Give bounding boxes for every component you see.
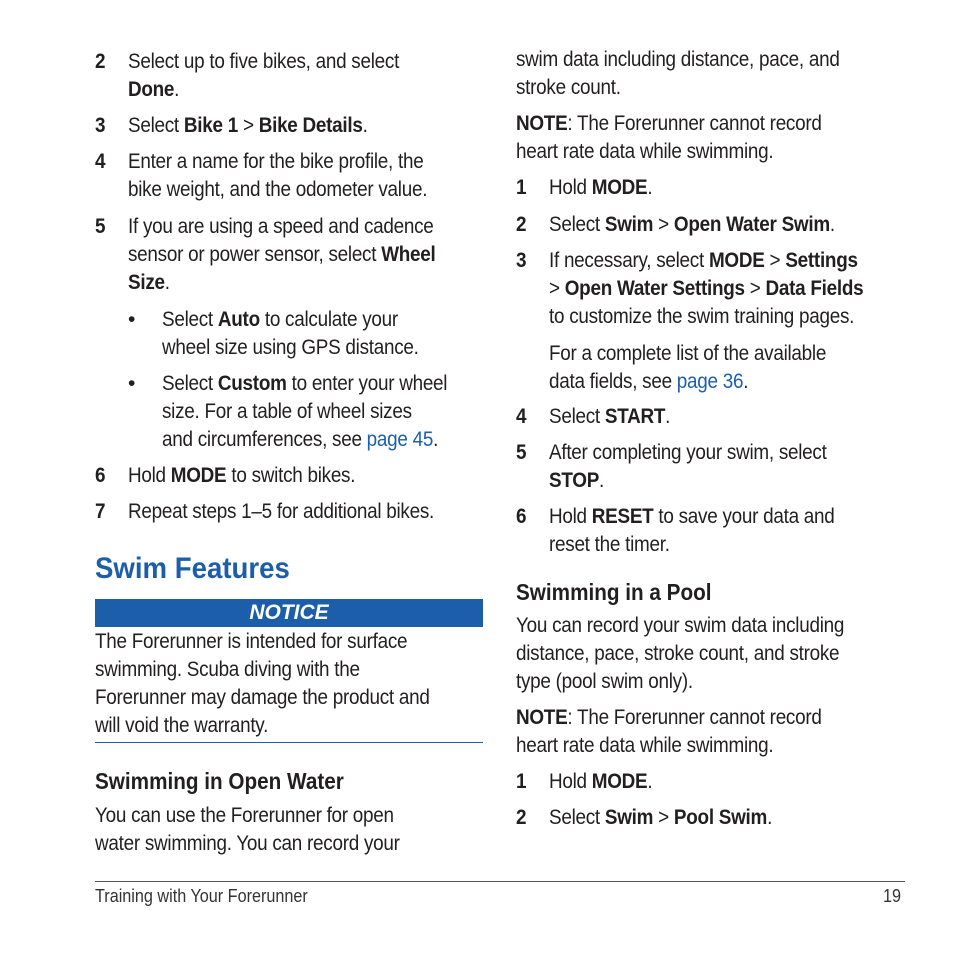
- step-number: 3: [95, 114, 106, 137]
- step-number: 6: [95, 464, 106, 487]
- step-number: 4: [95, 150, 106, 173]
- step-text: Select up to five bikes, and select Done.: [128, 50, 400, 101]
- subsection-heading: Swimming in a Pool: [516, 579, 712, 605]
- step-number: 6: [516, 505, 527, 528]
- step-number: 2: [516, 806, 527, 829]
- body-text: You can use the Forerunner for open water swimming. You can record your: [95, 804, 400, 855]
- step-number: 5: [516, 441, 527, 464]
- step-subtext: For a complete list of the available data fields, see page 36.: [549, 342, 827, 393]
- note-text: NOTE: The Forerunner cannot record heart rate data while swimming.: [516, 706, 822, 757]
- body-text: swim data including distance, pace, and stroke count.: [516, 48, 840, 99]
- step-text: Hold RESET to save your data and reset the timer.: [549, 505, 835, 556]
- page-45-link[interactable]: page 45: [366, 428, 434, 451]
- step-text: Hold MODE.: [549, 770, 653, 793]
- step-number: 2: [516, 213, 527, 236]
- step-number: 7: [95, 500, 106, 523]
- step-text: Select Swim > Open Water Swim.: [549, 213, 835, 236]
- page-36-link[interactable]: page 36: [676, 370, 744, 393]
- step-number: 2: [95, 50, 106, 73]
- notice-divider: [95, 742, 483, 743]
- step-text: Hold MODE to switch bikes.: [128, 464, 356, 487]
- notice-bar: [95, 599, 483, 627]
- footer-divider: [95, 881, 905, 882]
- bullet-text: Select Auto to calculate your wheel size using GPS distance.: [162, 308, 419, 359]
- step-text: Repeat steps 1–5 for additional bikes.: [128, 500, 434, 523]
- bullet-icon: •: [128, 308, 136, 331]
- step-number: 1: [516, 770, 527, 793]
- notice-text: The Forerunner is intended for surface swimming. Scuba diving with the Forerunner may damage the product and will void the warranty.: [95, 630, 430, 737]
- step-text: Select Swim > Pool Swim.: [549, 806, 773, 829]
- step-text: Select START.: [549, 405, 671, 428]
- step-number: 3: [516, 249, 527, 272]
- notice-label: NOTICE: [249, 601, 329, 624]
- bullet-icon: •: [128, 372, 136, 395]
- section-title: Swim Features: [95, 552, 290, 585]
- step-text: Enter a name for the bike profile, the bike weight, and the odometer value.: [128, 150, 428, 201]
- page-number: 19: [883, 886, 902, 906]
- step-text: Hold MODE.: [549, 176, 653, 199]
- subsection-heading: Swimming in Open Water: [95, 768, 344, 794]
- step-number: 1: [516, 176, 527, 199]
- step-number: 5: [95, 215, 106, 238]
- footer-title: Training with Your Forerunner: [95, 886, 308, 906]
- note-text: NOTE: The Forerunner cannot record heart rate data while swimming.: [516, 112, 822, 163]
- body-text: You can record your swim data including distance, pace, stroke count, and stroke type (pool swim only).: [516, 614, 845, 693]
- step-text: Select Bike 1 > Bike Details.: [128, 114, 368, 137]
- bullet-text: Select Custom to enter your wheel size. For a table of wheel sizes and circumferences, see page 45.: [162, 372, 448, 451]
- step-text: After completing your swim, select STOP.: [549, 441, 827, 492]
- step-text: If necessary, select MODE > Settings > Open Water Settings > Data Fields to customize the swim training pages.: [549, 249, 864, 328]
- step-text: If you are using a speed and cadence sensor or power sensor, select Wheel Size.: [128, 215, 436, 294]
- step-number: 4: [516, 405, 527, 428]
